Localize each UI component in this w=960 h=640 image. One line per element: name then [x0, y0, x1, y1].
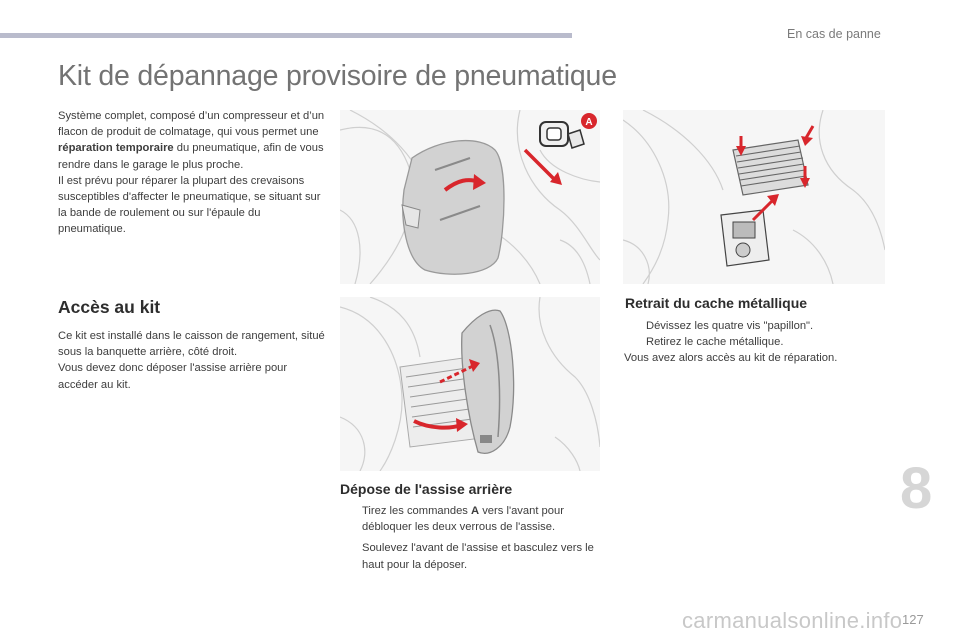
cover-removal-heading: Retrait du cache métallique: [625, 295, 808, 311]
seat-control-illustration: [340, 110, 600, 284]
top-accent-bar: [0, 33, 572, 38]
cover-step-2: [624, 334, 914, 350]
seat-removal-steps: [340, 503, 605, 578]
intro-paragraph-2: Il est prévu pour réparer la plupart des crevaisons susceptibles d'affecter le pneumatique, se situant sur la bande de roulement ou sur l'épaule du pneumatique.: [58, 174, 321, 236]
bullet-icon: [624, 318, 646, 334]
page-number: 127: [902, 612, 924, 627]
seat-step-2: [340, 540, 605, 572]
label-a-text: A: [585, 117, 593, 128]
bullet-icon: [340, 540, 362, 572]
page-title: Kit de dépannage provisoire de pneumatique: [58, 60, 617, 92]
cover-step-2-text: Retirez le cache métallique.: [646, 336, 784, 349]
access-text: [58, 328, 326, 393]
seat-removal-illustration: [340, 297, 600, 471]
watermark: carmanualsonline.info: [682, 608, 903, 633]
access-heading: Accès au kit: [58, 297, 161, 317]
chapter-number: 8: [900, 456, 933, 521]
intro-text-end: du pneumatique, afin de vous rendre dans le garage le plus proche.: [58, 142, 324, 171]
seat-step-1: [340, 503, 605, 535]
cover-closing-text: Vous avez alors accès au kit de réparation.: [624, 352, 838, 365]
bullet-icon: [340, 503, 362, 535]
intro-text-start: Système complet, composé d’un compresseur et d’un flacon de produit de colmatage, qui vous permet une: [58, 110, 325, 139]
seat-step-1-text: [362, 503, 605, 535]
metal-cover-illustration: [623, 110, 885, 284]
seat-removal-heading: Dépose de l'assise arrière: [340, 481, 513, 497]
access-paragraph-2: Vous devez donc déposer l'assise arrière pour accéder au kit.: [58, 362, 288, 391]
intro-bold-phrase: réparation temporaire: [58, 142, 174, 155]
cover-step-1-text: Dévissez les quatre vis "papillon".: [646, 320, 814, 332]
intro-text: [58, 108, 326, 238]
cover-removal-steps: [624, 318, 914, 367]
cover-step-1: [624, 318, 914, 334]
bullet-icon: [624, 334, 646, 350]
seat-step-1-start: Tirez les commandes: [362, 505, 472, 517]
seat-step-1-end: vers l'avant pour débloquer les deux verrous de l'assise.: [362, 505, 564, 534]
section-label: En cas de panne: [787, 27, 881, 41]
seat-step-1-label-a: A: [471, 505, 480, 517]
access-paragraph-1: Ce kit est installé dans le caisson de rangement, situé sous la banquette arrière, côté droit.: [58, 330, 325, 359]
seat-step-2-text: Soulevez l'avant de l'assise et basculez vers le haut pour la déposer.: [362, 542, 594, 571]
